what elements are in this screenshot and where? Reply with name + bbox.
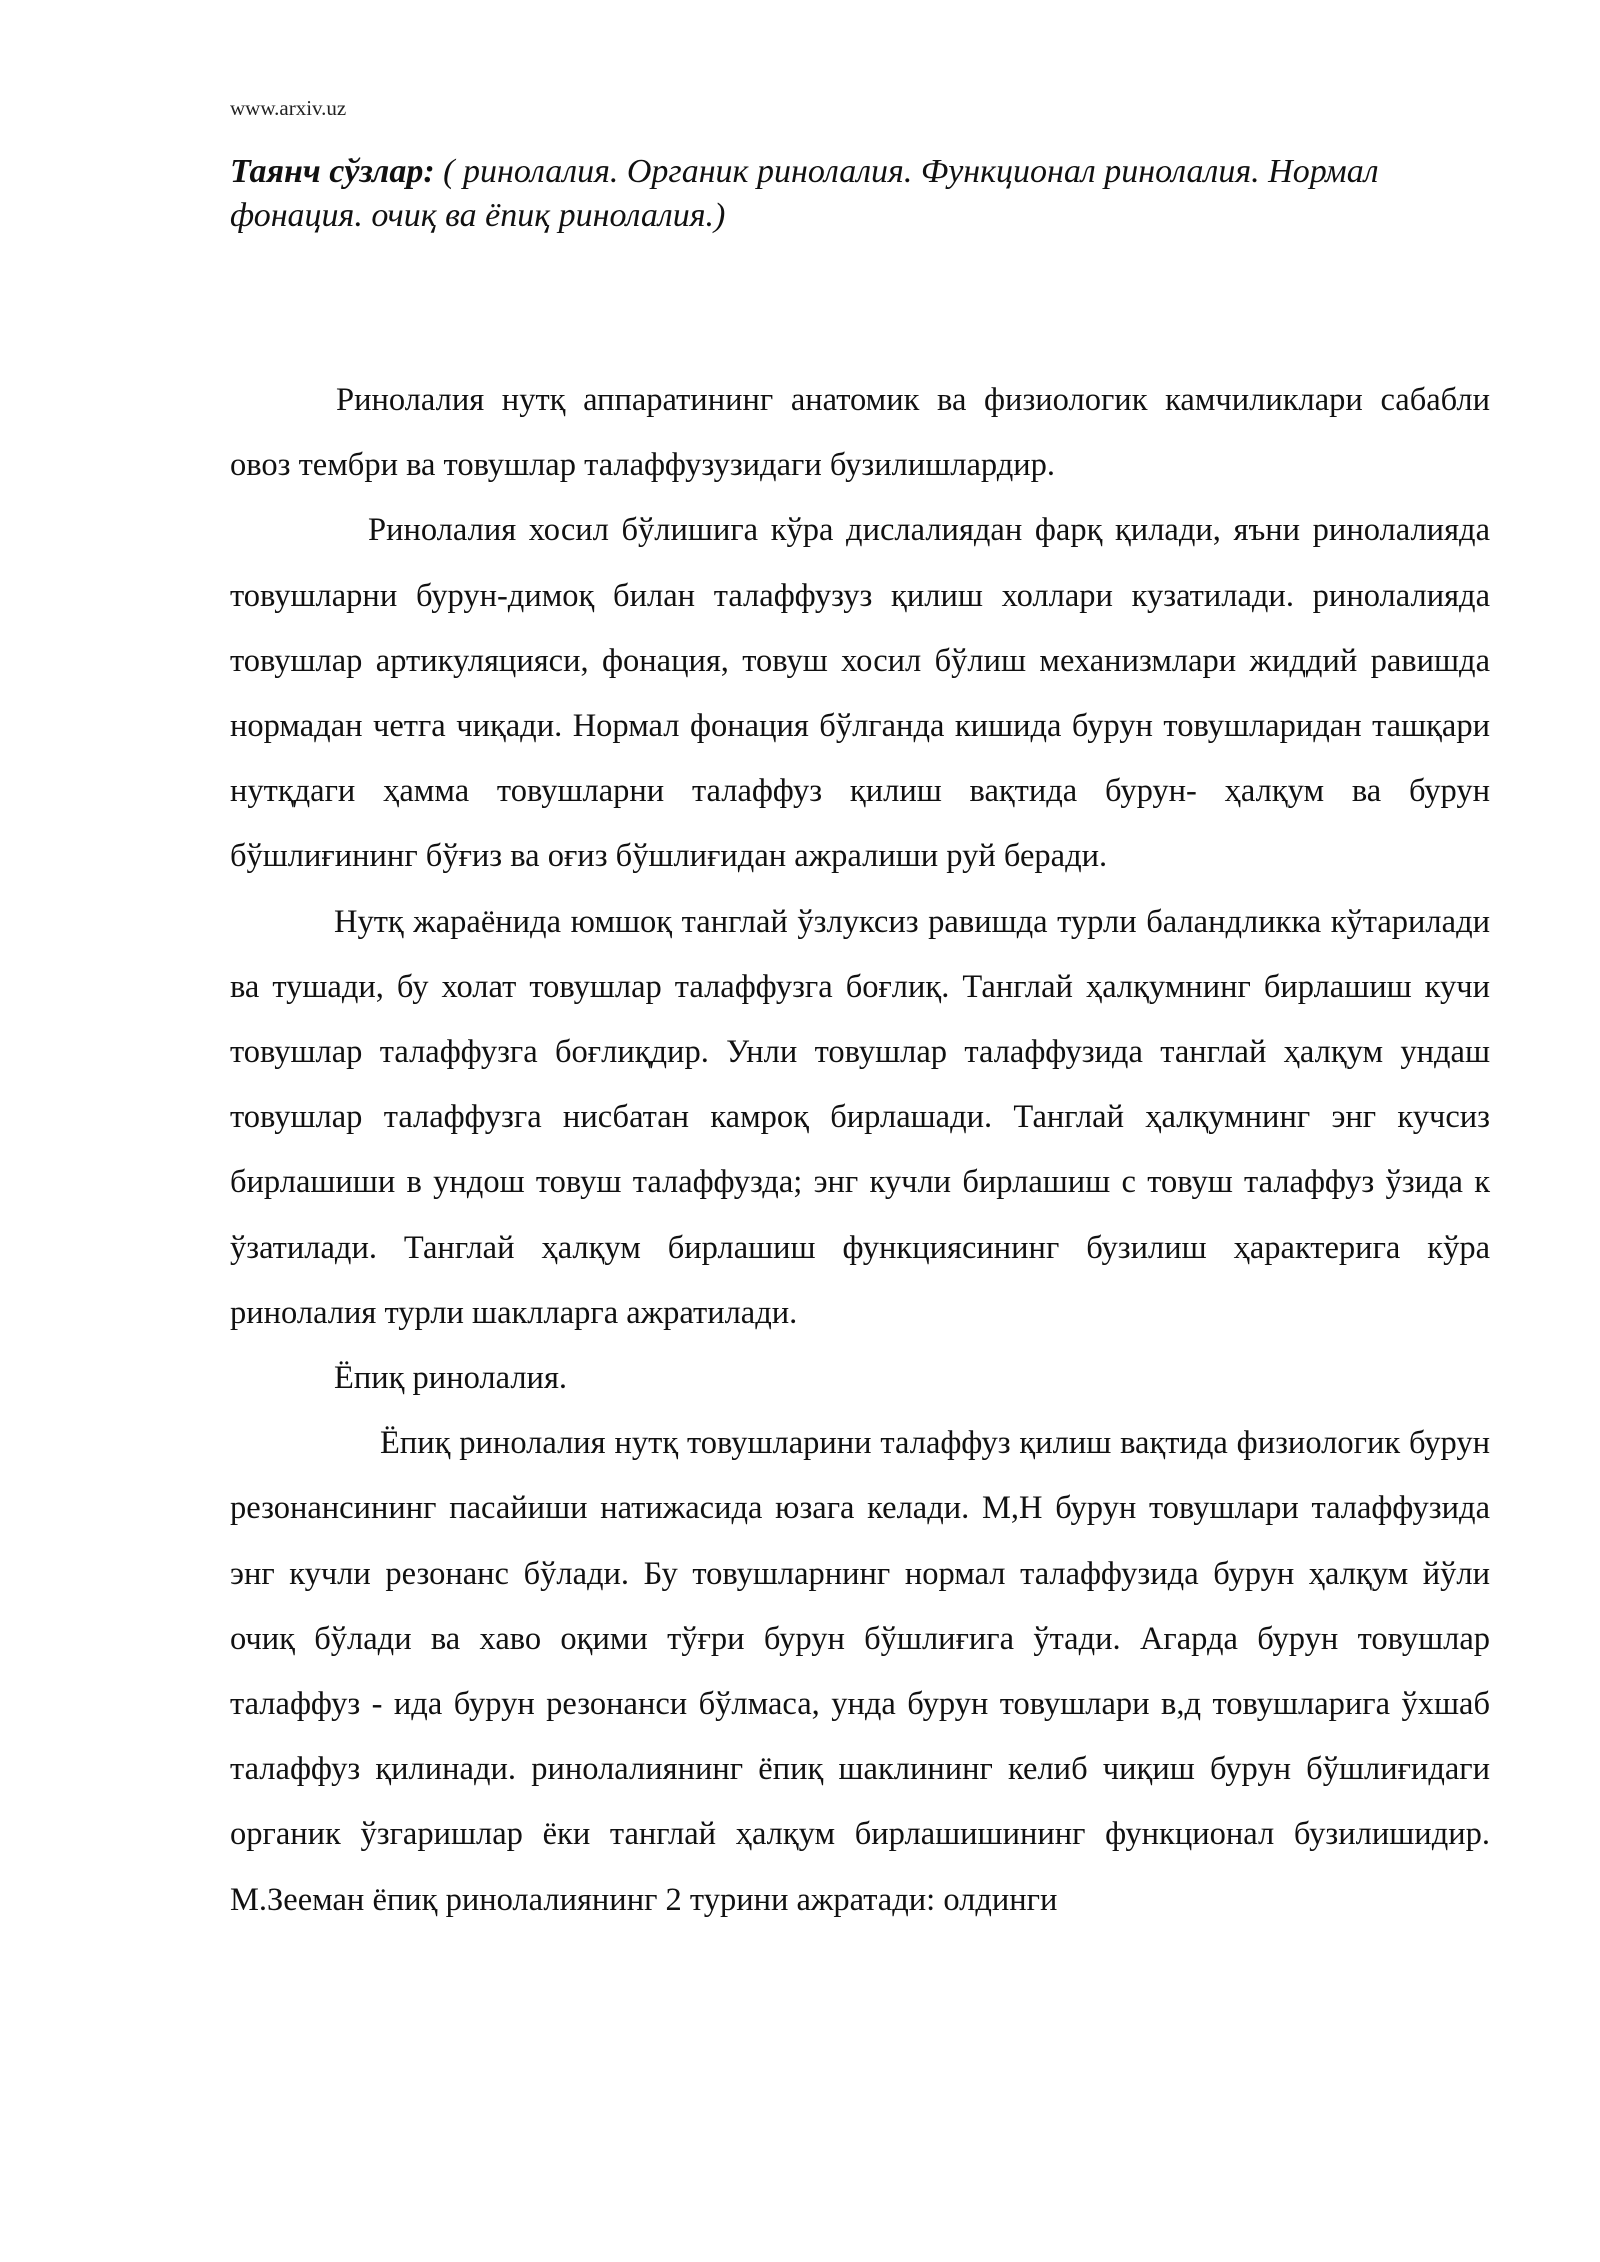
paragraph-palate: Нутқ жараёнида юмшоқ танглай ўзлуксиз равишда турли баландликка кўтарилади ва тушади, бу холат товушлар талаффузга боғлиқ. Танглай ҳалқумнинг бирлашиш кучи товушлар талаффузга боғлиқдир. Унли товушлар талаффузида танглай ҳалқум ундаш товушлар талаффузга нисбатан камроқ бирлашади. Танглай ҳалқумнинг энг кучсиз бирлашиши в ундош товуш талаффузда; энг кучли бирлашиш с товуш талаффуз ўзида к ўзатилади. Танглай ҳалқум бирлашиш функциясининг бузилиш ҳарактерига кўра ринолалия турли шаклларга ажратилади. <box>230 903 1490 1331</box>
section-heading-closed-rhinolalia: Ёпиқ ринолалия. <box>334 1360 568 1397</box>
site-header: www.arxiv.uz <box>230 96 347 120</box>
keywords-text: ( ринолалия. Органик ринолалия. Функционал ринолалия. Нормал фонация. очиқ ва ёпиқ ринолалия.) <box>230 153 1379 234</box>
keywords-label: Таянч сўзлар: <box>230 153 435 190</box>
paragraph-closed-rhinolalia: Ёпиқ ринолалия нутқ товушларини талаффуз қилиш вақтида физиологик бурун резонансининг пасайиши натижасида юзага келади. М,Н бурун товушлари талаффузида энг кучли резонанс бўлади. Бу товушларнинг нормал талаффузида бурун ҳалқум йўли очиқ бўлади ва хаво оқими тўғри бурун бўшлиғига ўтади. Агарда бурун товушлар талаффуз - ида бурун резонанси бўлмаса, унда бурун товушлари в,д товушларига ўхшаб талаффуз қилинади. ринолалиянинг ёпиқ шаклининг келиб чиқиш бурун бўшлиғидаги органик ўзгаришлар ёки танглай ҳалқум бирлашишининг функционал бузилишидир. М.Зееман ёпиқ ринолалиянинг 2 турини ажратади: олдинги <box>230 1425 1490 1918</box>
paragraph-definition: Ринолалия нутқ аппаратининг анатомик ва физиологик камчиликлари сабабли овоз тембри ва товушлар талаффузузидаги бузилишлардир. <box>230 382 1490 484</box>
keywords-line <box>230 150 1490 238</box>
paragraph-difference: Ринолалия хосил бўлишига кўра дислалиядан фарқ қилади, яъни ринолалияда товушларни бурун-димоқ билан талаффузуз қилиш холлари кузатилади. ринолалияда товушлар артикуляцияси, фонация, товуш хосил бўлиш механизмлари жиддий равишда нормадан четга чиқади. Нормал фонация бўлганда кишида бурун товушларидан ташқари нутқдаги ҳамма товушларни талаффуз қилиш вақтида бурун- ҳалқум ва бурун бўшлиғининг бўғиз ва оғиз бўшлиғидан ажралиши руй беради. <box>230 512 1490 875</box>
document-body <box>230 368 1490 1933</box>
